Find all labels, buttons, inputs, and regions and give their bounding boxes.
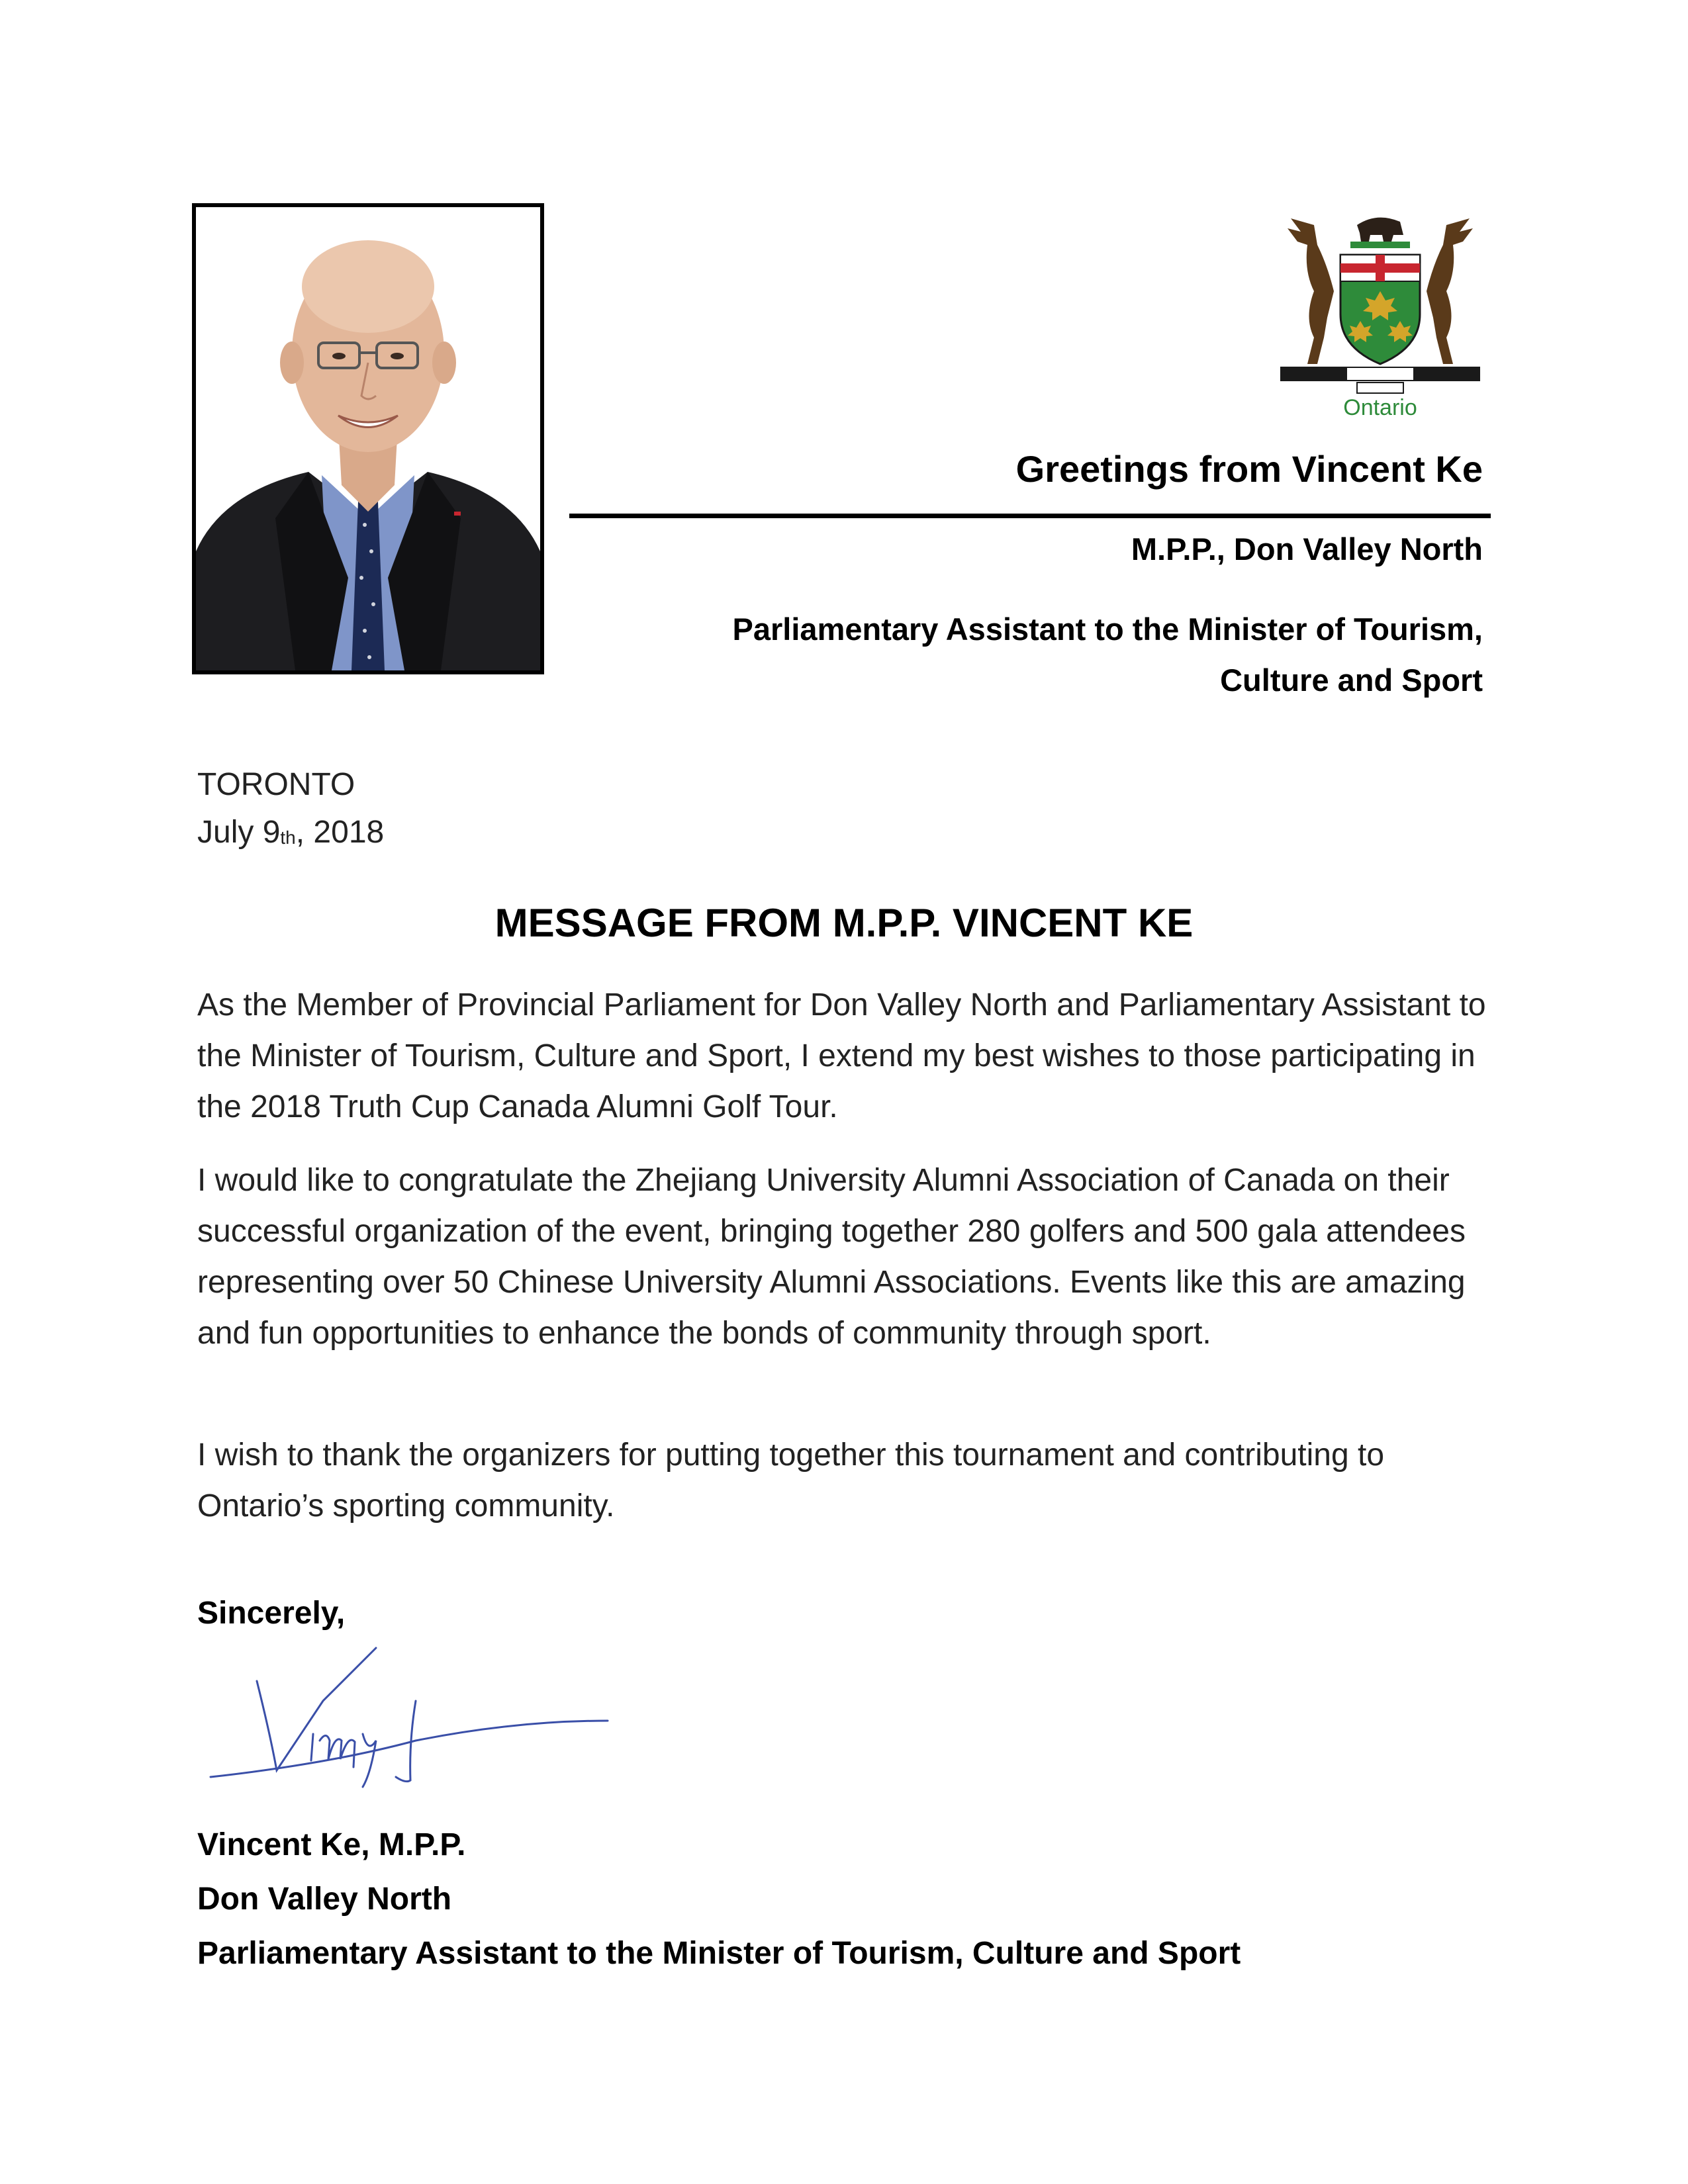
date xyxy=(197,814,384,850)
coat-of-arms-icon xyxy=(1278,205,1483,424)
message-paragraph: I would like to congratulate the Zhejiang University Alumni Association of Canada on their successful organization of the event, bringing together 280 golfers and 500 gala attendees representing over 50 Chinese University Alumni Associations. Events like this are amazing and fun opportunities to enhance the bonds of community through sport. xyxy=(197,1163,1466,1351)
message-paragraph: As the Member of Provincial Parliament for Don Valley North and Parliamentary Assistant to the Minister of Tourism, Culture and Sport, I extend my best wishes to those participating in the 2018 Truth Cup Canada Alumni Golf Tour. xyxy=(197,987,1486,1124)
crest-label: Ontario xyxy=(1343,395,1417,420)
date-ordinal: th xyxy=(280,827,296,848)
header-role xyxy=(556,604,1483,705)
signature xyxy=(197,1641,634,1807)
location: TORONTO xyxy=(197,767,355,802)
date-suffix: , 2018 xyxy=(295,815,385,850)
signer-name: Vincent Ke, M.P.P. xyxy=(197,1827,466,1862)
signer-role: Parliamentary Assistant to the Minister of Tourism, Culture and Sport xyxy=(197,1936,1241,1971)
portrait-photo xyxy=(192,203,544,674)
message-title: MESSAGE FROM M.P.P. VINCENT KE xyxy=(494,901,1194,945)
closing-salutation: Sincerely, xyxy=(197,1596,346,1631)
signer-riding: Don Valley North xyxy=(197,1882,452,1917)
header-role-line-2: Culture and Sport xyxy=(1220,662,1483,698)
date-prefix: July 9 xyxy=(197,815,281,850)
portrait-illustration xyxy=(196,207,540,670)
header-title: Greetings from Vincent Ke xyxy=(1015,448,1483,490)
ontario-coat-of-arms xyxy=(1278,205,1483,424)
header-role-line-1: Parliamentary Assistant to the Minister of Tourism, xyxy=(732,612,1483,647)
header-divider xyxy=(569,514,1491,518)
message-paragraph: I wish to thank the organizers for putting together this tournament and contributing to Ontario’s sporting community. xyxy=(197,1437,1385,1524)
handwritten-signature xyxy=(197,1641,634,1807)
header-riding: M.P.P., Don Valley North xyxy=(1131,531,1483,567)
